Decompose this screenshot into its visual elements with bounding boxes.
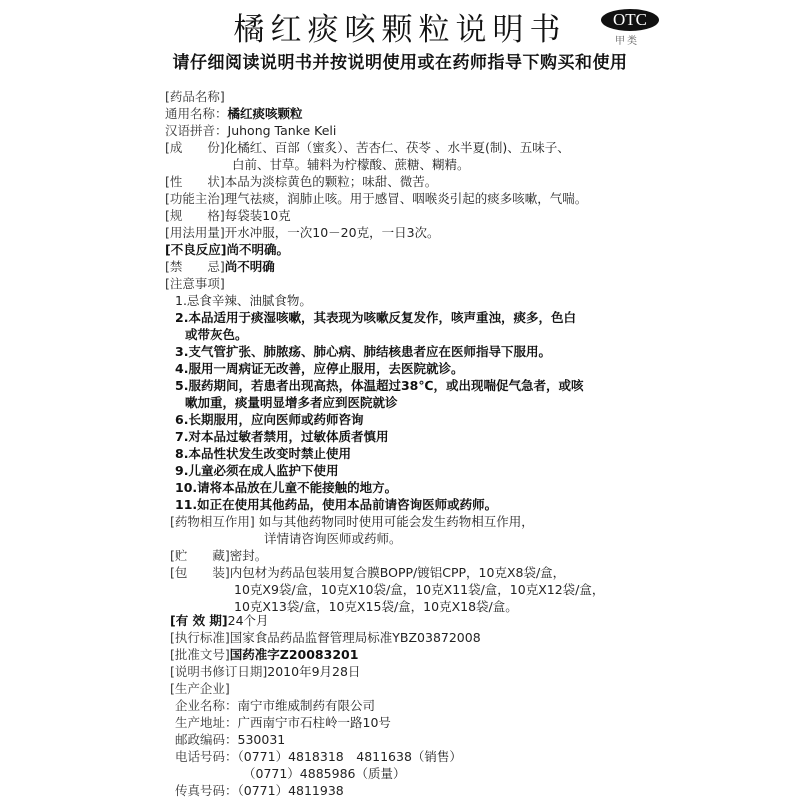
properties-row: [性 状]本品为淡棕黄色的颗粒；味甜、微苦。: [165, 174, 438, 189]
ingredients-row-cont: 白前、甘草。辅料为柠檬酸、蔗糖、糊精。: [232, 157, 470, 172]
manufacturer-section-label: [生产企业]: [170, 681, 230, 696]
postcode-row: 邮政编码：530031: [175, 732, 286, 747]
contraindications-row: [禁 忌]尚不明确: [165, 259, 275, 274]
precautions-label: [注意事项]: [165, 276, 225, 291]
otc-class-label: 甲类: [615, 36, 639, 47]
precaution-item: 2.本品适用于痰湿咳嗽，其表现为咳嗽反复发作，咳声重浊，痰多，色白: [175, 310, 576, 325]
dosage-row: [用法用量]开水冲服，一次10－20克，一日3次。: [165, 225, 440, 240]
company-name-row: 企业名称：南宁市维威制药有限公司: [175, 698, 376, 713]
approval-row: [批准文号]国药准字Z20083201: [170, 647, 359, 662]
ingredients-row: [成 份]化橘红、百部（蜜炙）、苦杏仁、茯苓 、水半夏(制)、五味子、: [165, 140, 570, 155]
precaution-item: 6.长期服用，应向医师或药师咨询: [175, 412, 364, 427]
precaution-item: 9.儿童必须在成人监护下使用: [175, 463, 339, 478]
subtitle-notice: 请仔细阅读说明书并按说明使用或在药师指导下购买和使用: [172, 53, 628, 73]
precaution-item: 1.忌食辛辣、油腻食物。: [175, 293, 312, 308]
precaution-item: 4.服用一周病证无改善，应停止服用，去医院就诊。: [175, 361, 464, 376]
packaging-row-cont: 10克X13袋/盒，10克X15袋/盒，10克X18袋/盒。: [234, 599, 518, 614]
precaution-item: 10.请将本品放在儿童不能接触的地方。: [175, 480, 398, 495]
pinyin-row: 汉语拼音：Juhong Tanke Keli: [165, 123, 337, 138]
interactions-row: [药物相互作用] 如与其他药物同时使用可能会发生药物相互作用，: [170, 514, 534, 529]
address-row: 生产地址：广西南宁市石柱岭一路10号: [175, 715, 391, 730]
packaging-row: [包 装]内包材为药品包装用复合膜BOPP/镀铝CPP，10克X8袋/盒，: [170, 565, 566, 580]
precaution-item: 5.服药期间，若患者出现高热，体温超过38℃，或出现喘促气急者，或咳: [175, 378, 584, 393]
phone-row: 电话号码：（0771）4818318 4811638（销售）: [175, 749, 462, 764]
indications-row: [功能主治]理气祛痰，润肺止咳。用于感冒、咽喉炎引起的痰多咳嗽，气喘。: [165, 191, 588, 206]
precaution-item: 7.对本品过敏者禁用，过敏体质者慎用: [175, 429, 389, 444]
revision-date-row: [说明书修订日期]2010年9月28日: [170, 664, 361, 679]
drug-name-section-label: [药品名称]: [165, 89, 225, 104]
standard-row: [执行标准]国家食品药品监督管理局标准YBZ03872008: [170, 630, 481, 645]
adverse-reactions-row: [不良反应]尚不明确。: [165, 242, 289, 257]
packaging-row-cont: 10克X9袋/盒，10克X10袋/盒，10克X11袋/盒，10克X12袋/盒，: [234, 582, 605, 597]
storage-row: [贮 藏]密封。: [170, 548, 268, 563]
interactions-row-cont: 详情请咨询医师或药师。: [264, 531, 402, 546]
precaution-item: 11.如正在使用其他药品，使用本品前请咨询医师或药师。: [175, 497, 498, 512]
generic-name-row: 通用名称：橘红痰咳颗粒: [165, 106, 303, 121]
shelf-life-row: [有 效 期]24个月: [170, 613, 269, 628]
precaution-item: 3.支气管扩张、肺脓疡、肺心病、肺结核患者应在医师指导下服用。: [175, 344, 551, 359]
phone-row-cont: （0771）4885986（质量）: [243, 766, 406, 781]
precaution-item-cont: 或带灰色。: [185, 327, 248, 342]
precaution-item: 8.本品性状发生改变时禁止使用: [175, 446, 351, 461]
page-title: 橘红痰咳颗粒说明书: [233, 12, 567, 48]
fax-row: 传真号码：（0771）4811938: [175, 783, 344, 798]
otc-badge: OTC: [601, 9, 659, 31]
precaution-item-cont: 嗽加重，痰量明显增多者应到医院就诊: [185, 395, 398, 410]
specification-row: [规 格]每袋装10克: [165, 208, 291, 223]
